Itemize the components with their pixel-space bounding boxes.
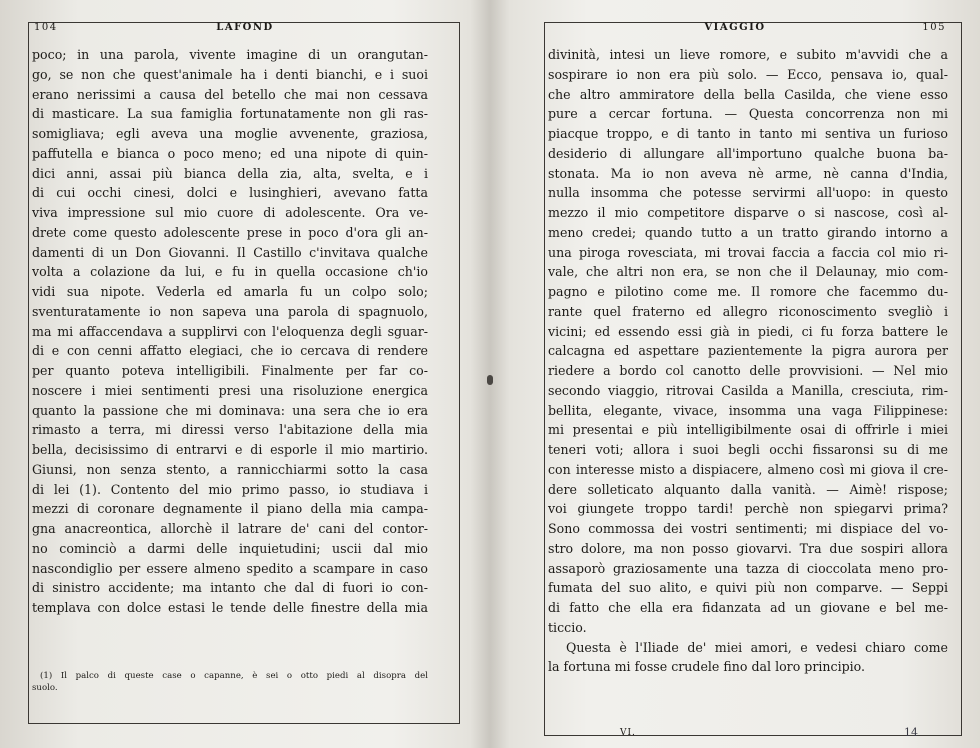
running-title: LAFOND bbox=[216, 22, 274, 33]
text-line: di lei (1). Contento del mio primo passo, io studiava i bbox=[32, 481, 428, 497]
text-line: volta a colazione da lui, e fu in quella occasione ch'io bbox=[32, 264, 428, 280]
text-line: con interesse misto a dispiacere, almeno così mi giova il cre- bbox=[548, 461, 948, 477]
text-line: rimasto a terra, mi diressi verso l'abitazione della mia bbox=[32, 422, 428, 438]
text-line: sospirare io non era più solo. — Ecco, pensava io, qual- bbox=[548, 66, 948, 82]
text-line: damenti di un Don Giovanni. Il Castillo c'invitava qualche bbox=[32, 244, 428, 260]
text-line: stro dolore, ma non posso giovarvi. Tra due sospiri allora bbox=[548, 540, 948, 556]
text-line: per quanto poteva intelligibili. Finalmente per far co- bbox=[32, 363, 428, 378]
text-line: secondo viaggio, ritrovai Casilda a Manilla, cresciuta, rim- bbox=[548, 382, 948, 398]
text-line: la fortuna mi fosse crudele fino dal loro principio. bbox=[548, 659, 866, 675]
running-title: VIAGGIO bbox=[704, 22, 766, 33]
text-line: no cominciò a darmi delle inquietudini; uscii dal mio bbox=[32, 540, 428, 556]
text-line: erano nerissimi a causa del betello che mai non cessava bbox=[32, 86, 428, 102]
right-page bbox=[490, 0, 980, 748]
text-line: mezzi di coronare degnamente il piano della mia campa- bbox=[32, 501, 428, 517]
text-line: vale, che altri non era, se non che il Delaunay, mio com- bbox=[548, 264, 948, 280]
body-text bbox=[548, 45, 948, 677]
text-line: divinità, intesi un lieve romore, e subito m'avvidi che a bbox=[548, 47, 948, 62]
text-line: Sono commossa dei vostri sentimenti; mi dispiace del vo- bbox=[548, 521, 948, 536]
text-line: desiderio di allungare all'importuno qualche buona ba- bbox=[548, 145, 948, 161]
page-number: 104 bbox=[34, 22, 58, 33]
footnote bbox=[32, 670, 428, 694]
text-line: templava con dolce estasi le tende delle finestre della mia bbox=[32, 600, 428, 615]
text-line: sventuratamente io non sapeva una parola di spagnuolo, bbox=[32, 303, 428, 319]
text-line: teneri voti; allora i suoi begli occhi fissaronsi su di me bbox=[548, 442, 948, 457]
text-line: fumata del suo alito, e quivi più non comparve. — Seppi bbox=[548, 580, 948, 596]
text-line: stonata. Ma io non aveva nè arme, nè canna d'India, bbox=[548, 165, 948, 181]
text-line: nulla insomma che potesse servirmi all'uopo: in questo bbox=[548, 185, 948, 201]
text-line: mi presentai e più intelligibilmente osai di offrirle i miei bbox=[548, 422, 948, 438]
running-head bbox=[490, 22, 980, 38]
text-line: Giunsi, non senza stento, a rannicchiarmi sotto la casa bbox=[32, 461, 428, 477]
page-number: 105 bbox=[922, 22, 946, 33]
text-line: di masticare. La sua famiglia fortunatamente non gli ras- bbox=[32, 106, 428, 122]
signature-mark: VI. bbox=[620, 728, 636, 738]
text-line: calcagna ed aspettare pazientemente la pigra aurora per bbox=[548, 343, 948, 359]
text-line: go, se non che quest'animale ha i denti bianchi, e i suoi bbox=[32, 66, 428, 82]
text-line: drete come questo adolescente prese in poco d'ora gli an- bbox=[32, 224, 428, 240]
text-line: rante quel fraterno ed allegro riconoscimento svegliò i bbox=[548, 303, 948, 319]
text-line: vidi sua nipote. Vederla ed amarla fu un colpo solo; bbox=[32, 284, 428, 299]
running-head bbox=[0, 22, 490, 38]
text-line: piacque troppo, e di tanto in tanto mi sentiva un furioso bbox=[548, 126, 948, 141]
text-line: assaporò graziosamente una tazza di cioccolata meno pro- bbox=[548, 560, 948, 576]
text-line: ma mi affaccendava a supplirvi con l'eloquenza degli sguar- bbox=[32, 323, 428, 339]
footnote-line: (1) Il palco di queste case o capanne, è sei o otto piedi al disopra del bbox=[40, 671, 428, 681]
text-line: di cui occhi cinesi, dolci e lusinghieri, avevano fatta bbox=[32, 185, 428, 201]
text-line: riedere a bordo col canotto delle provvisioni. — Nel mio bbox=[548, 363, 948, 378]
text-line: paffutella e bianca o poco meno; ed una nipote di quin- bbox=[32, 145, 428, 161]
text-line: ticcio. bbox=[548, 619, 587, 635]
text-line: di e con cenni affatto elegiaci, che io cercava di rendere bbox=[32, 343, 428, 359]
text-line: nascondiglio per essere almeno spedito a scampare in caso bbox=[32, 560, 428, 576]
text-line: gna anacreontica, allorchè il latrare de' cani del contor- bbox=[32, 521, 428, 536]
text-line: di fatto che ella era fidanzata ad un giovane e bel me- bbox=[548, 600, 948, 615]
text-line: meno credei; quando tutto a un tratto girando intorno a bbox=[548, 224, 948, 240]
handwritten-page-mark: 14 bbox=[904, 726, 918, 739]
text-line: viva impressione sul mio cuore di adolescente. Ora ve- bbox=[32, 205, 428, 220]
text-line: somigliava; egli aveva una moglie avvenente, graziosa, bbox=[32, 126, 428, 141]
text-line: Questa è l'Iliade de' miei amori, e vedesi chiaro come bbox=[566, 639, 948, 655]
text-line: di sinistro accidente; ma intanto che dal di fuori io con- bbox=[32, 580, 428, 596]
text-line: poco; in una parola, vivente imagine di un orangutan- bbox=[32, 47, 428, 62]
footnote-line: suolo. bbox=[32, 683, 58, 693]
text-line: noscere i miei sentimenti presi una risoluzione energica bbox=[32, 382, 428, 398]
text-line: quanto la passione che mi dominava: una sera che io era bbox=[32, 402, 428, 418]
body-text bbox=[32, 45, 428, 618]
text-line: una piroga rovesciata, mi trovai faccia a faccia col mio ri- bbox=[548, 244, 948, 260]
text-line: bellita, elegante, vivace, insomma una vaga Filippinese: bbox=[548, 402, 948, 418]
text-line: voi giungete troppo tardi! perchè non spiegarvi prima? bbox=[548, 501, 948, 517]
text-line: dere solleticato alquanto dalla vanità. — Aimè! rispose; bbox=[548, 481, 948, 497]
text-line: mezzo il mio competitore disparve o si nascose, così al- bbox=[548, 205, 948, 220]
text-line: pure a cercar fortuna. — Questa concorrenza non mi bbox=[548, 106, 948, 122]
text-line: pagno e pilotino come me. Il romore che facemmo du- bbox=[548, 284, 948, 299]
text-line: vicini; ed essendo essi già in piedi, ci fu forza battere le bbox=[548, 323, 948, 339]
text-line: dici anni, assai più bianca della zia, alta, svelta, e i bbox=[32, 165, 428, 181]
text-line: che altro ammiratore della bella Casilda, che viene esso bbox=[548, 86, 948, 102]
text-line: bella, decisissimo di entrarvi e di esporle il mio martirio. bbox=[32, 442, 428, 457]
